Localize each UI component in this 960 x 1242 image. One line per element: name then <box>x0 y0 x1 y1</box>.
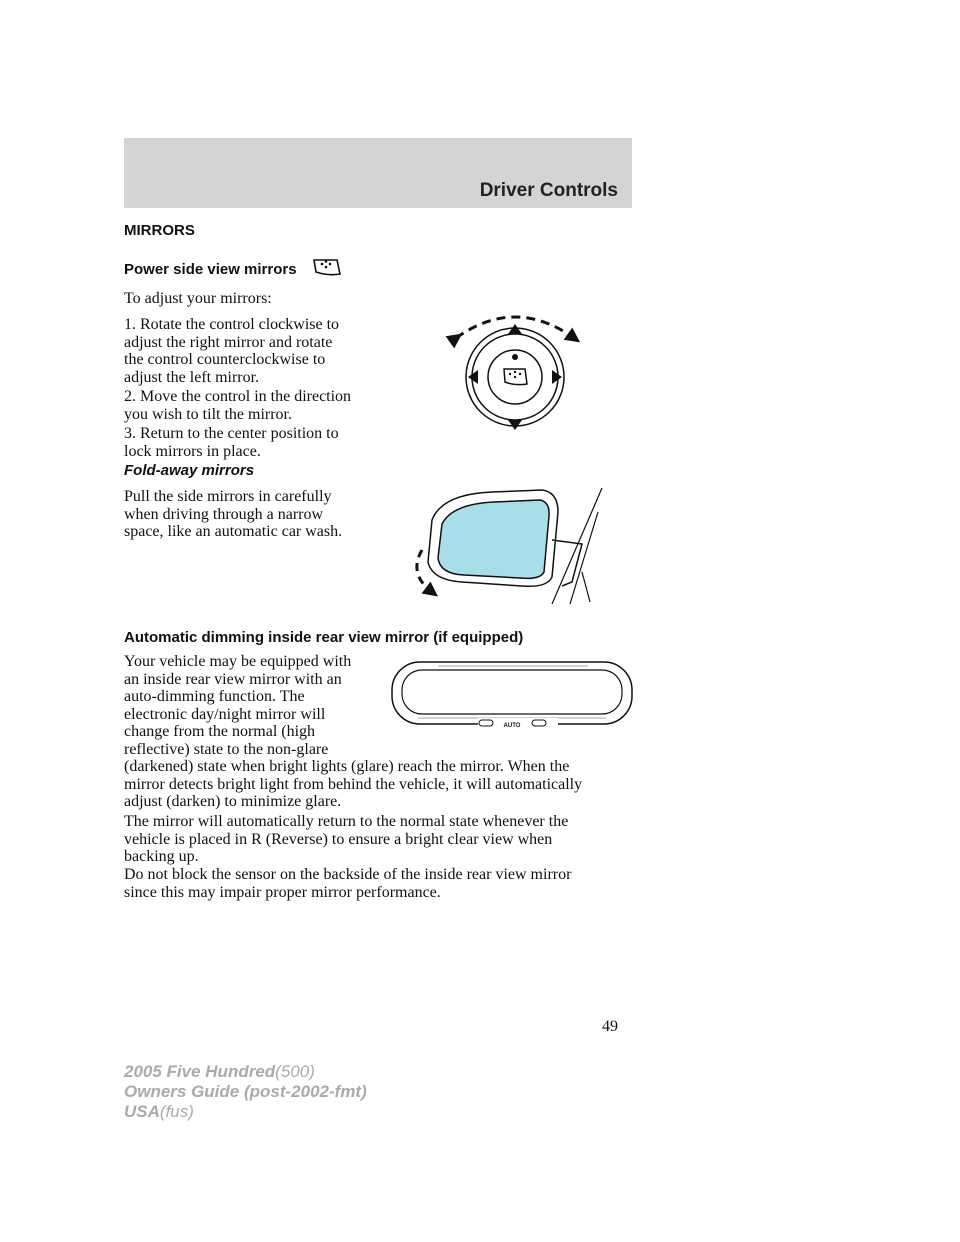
step-3: 3. Return to the center position to lock mirrors in place. <box>124 425 339 460</box>
side-mirror-illustration <box>402 482 608 608</box>
footer-line-3: USA(fus) <box>124 1102 194 1121</box>
auto-label: AUTO <box>503 723 521 729</box>
intro-text: To adjust your mirrors: <box>124 290 272 307</box>
footer-line-1: 2005 Five Hundred(500) <box>124 1062 315 1081</box>
page-section-title: Driver Controls <box>479 180 618 201</box>
step-1: 1. Rotate the control clockwise to adjust the right mirror and rotate the control counterclockwise to adjust the left mirror. <box>124 316 340 386</box>
auto-dim-paragraph-2: The mirror will automatically return to the normal state whenever the vehicle is placed in R (Reverse) to ensure a bright clear view when backing up. <box>124 813 569 865</box>
auto-dim-paragraph-3: Do not block the sensor on the backside of the inside rear view mirror since this may impair proper mirror performance. <box>124 866 572 901</box>
step-2: 2. Move the control in the direction you wish to tilt the mirror. <box>124 388 352 423</box>
subheading-auto-dimming-mirror: Automatic dimming inside rear view mirror (if equipped) <box>124 629 524 646</box>
mirror-control-illustration <box>440 302 590 434</box>
footer-line-2: Owners Guide (post-2002-fmt) <box>124 1082 367 1101</box>
page-number: 49 <box>602 1018 618 1035</box>
subheading-power-side-mirrors: Power side view mirrors <box>124 261 297 278</box>
auto-dim-paragraph-1: Your vehicle may be equipped with an inside rear view mirror with an auto-dimming function. The electronic day/night mirror will change from the normal (high reflective) state to the non-glare (darkened) state when bright lights (glare) reach the mirror. When the mirror detects bright light from behind the vehicle, it will automatically adjust (darken) to minimize glare. <box>124 653 583 810</box>
subheading-fold-away-mirrors: Fold-away mirrors <box>124 462 255 479</box>
header-band <box>124 138 632 208</box>
rear-view-mirror-illustration <box>388 656 636 732</box>
power-mirror-icon <box>312 256 342 278</box>
section-heading-mirrors: MIRRORS <box>124 222 195 239</box>
fold-away-text: Pull the side mirrors in carefully when driving through a narrow space, like an automatic car wash. <box>124 488 343 540</box>
